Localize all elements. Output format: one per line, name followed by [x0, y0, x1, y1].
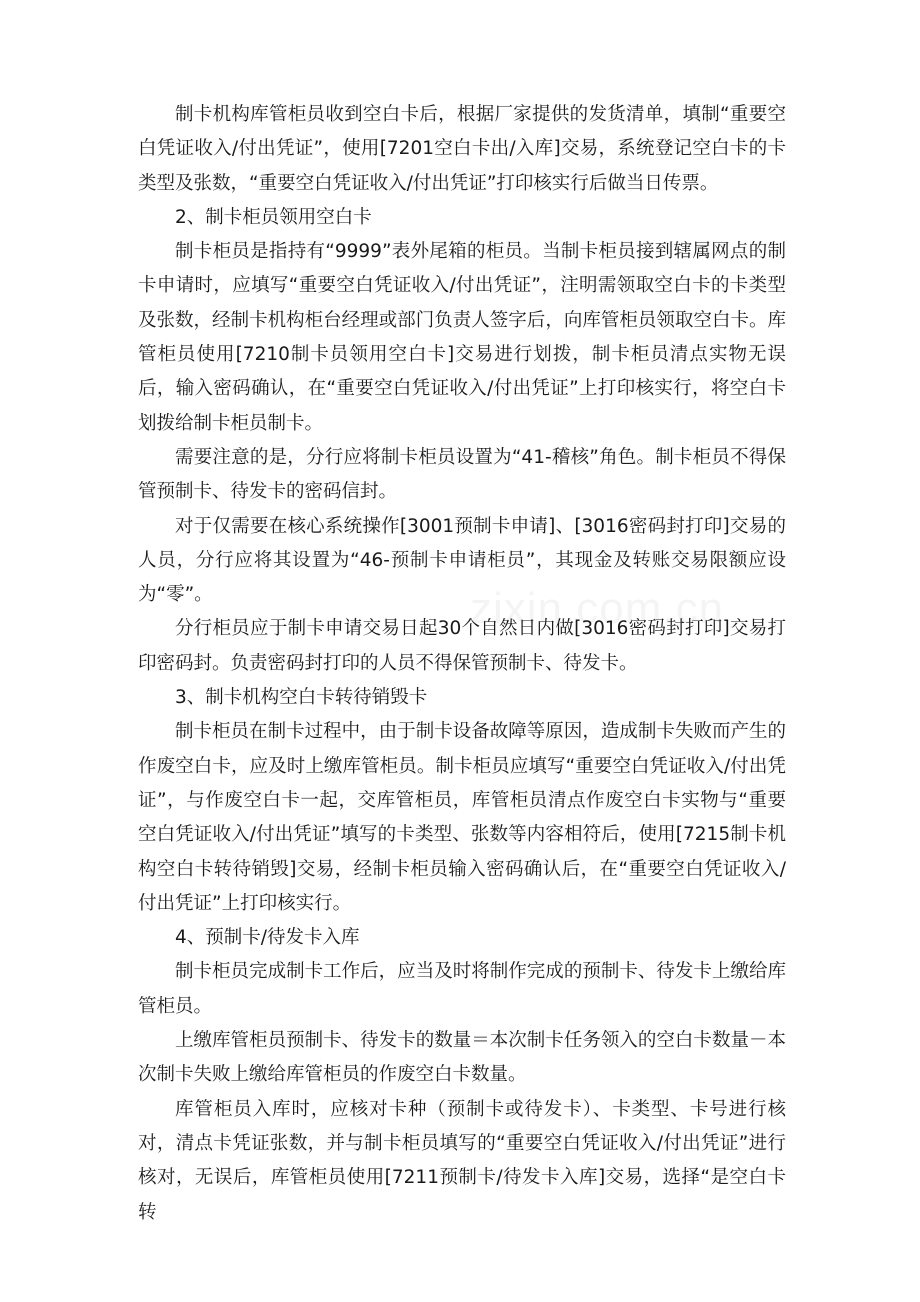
paragraph-card-teller-definition: 制卡柜员是指持有“9999”表外尾箱的柜员。当制卡柜员接到辖属网点的制卡申请时，应填写“重要空白凭证收入/付出凭证”，注明需领取空白卡的卡类型及张数，经制卡机构柜台经理或部门负责人签字后，向库管柜员领取空白卡。库管柜员使用[7210制卡员领用空白卡]交易进行划拨，制卡柜员清点实物无误后，输入密码确认，在“重要空白凭证收入/付出凭证”上打印核实行，将空白卡划拨给制卡柜员制卡。: [138, 241, 786, 434]
paragraph-password-envelope-print: 分行柜员应于制卡申请交易日起30个自然日内做[3016密码封打印]交易打印密码封。负责密码封打印的人员不得保管预制卡、待发卡。: [138, 618, 786, 674]
paragraph-prefab-applicant: 对于仅需要在核心系统操作[3001预制卡申请]、[3016密码封打印]交易的人员，分行应将其设置为“46-预制卡申请柜员”，其现金及转账交易限额应设为“零”。: [138, 515, 786, 606]
document-body: [138, 98, 786, 1230]
section-heading-3: 3、制卡机构空白卡转待销毁卡: [175, 687, 428, 709]
section-heading-2: 2、制卡柜员领用空白卡: [175, 206, 372, 228]
section-heading-4: 4、预制卡/待发卡入库: [175, 927, 360, 949]
paragraph-intake: 制卡机构库管柜员收到空白卡后，根据厂家提供的发货清单，填制“重要空白凭证收入/付出凭证”，使用[7201空白卡出/入库]交易，系统登记空白卡的卡类型及张数，“重要空白凭证收入/付出凭证”打印核实行后做当日传票。: [138, 104, 786, 194]
paragraph-quantity-formula: 上缴库管柜员预制卡、待发卡的数量＝本次制卡任务领入的空白卡数量－本次制卡失败上缴给库管柜员的作废空白卡数量。: [138, 1030, 786, 1086]
paragraph-warehouse-check: 库管柜员入库时，应核对卡种（预制卡或待发卡）、卡类型、卡号进行核对，清点卡凭证张数，并与制卡柜员填写的“重要空白凭证收入/付出凭证”进行核对，无误后，库管柜员使用[7211预制卡/待发卡入库]交易，选择“是空白卡转: [138, 1098, 786, 1223]
paragraph-hand-in-cards: 制卡柜员完成制卡工作后，应当及时将制作完成的预制卡、待发卡上缴给库管柜员。: [138, 961, 786, 1017]
paragraph-role-setting-note: 需要注意的是，分行应将制卡柜员设置为“41-稽核”角色。制卡柜员不得保管预制卡、待发卡的密码信封。: [138, 446, 786, 503]
paragraph-void-blank-cards: 制卡柜员在制卡过程中，由于制卡设备故障等原因，造成制卡失败而产生的作废空白卡，应及时上缴库管柜员。制卡柜员应填写“重要空白凭证收入/付出凭证”，与作废空白卡一起，交库管柜员，库管柜员清点作废空白卡实物与“重要空白凭证收入/付出凭证”填写的卡类型、张数等内容相符后，使用[7215制卡机构空白卡转待销毁]交易，经制卡柜员输入密码确认后，在“重要空白凭证收入/付出凭证”上打印核实行。: [138, 721, 786, 914]
